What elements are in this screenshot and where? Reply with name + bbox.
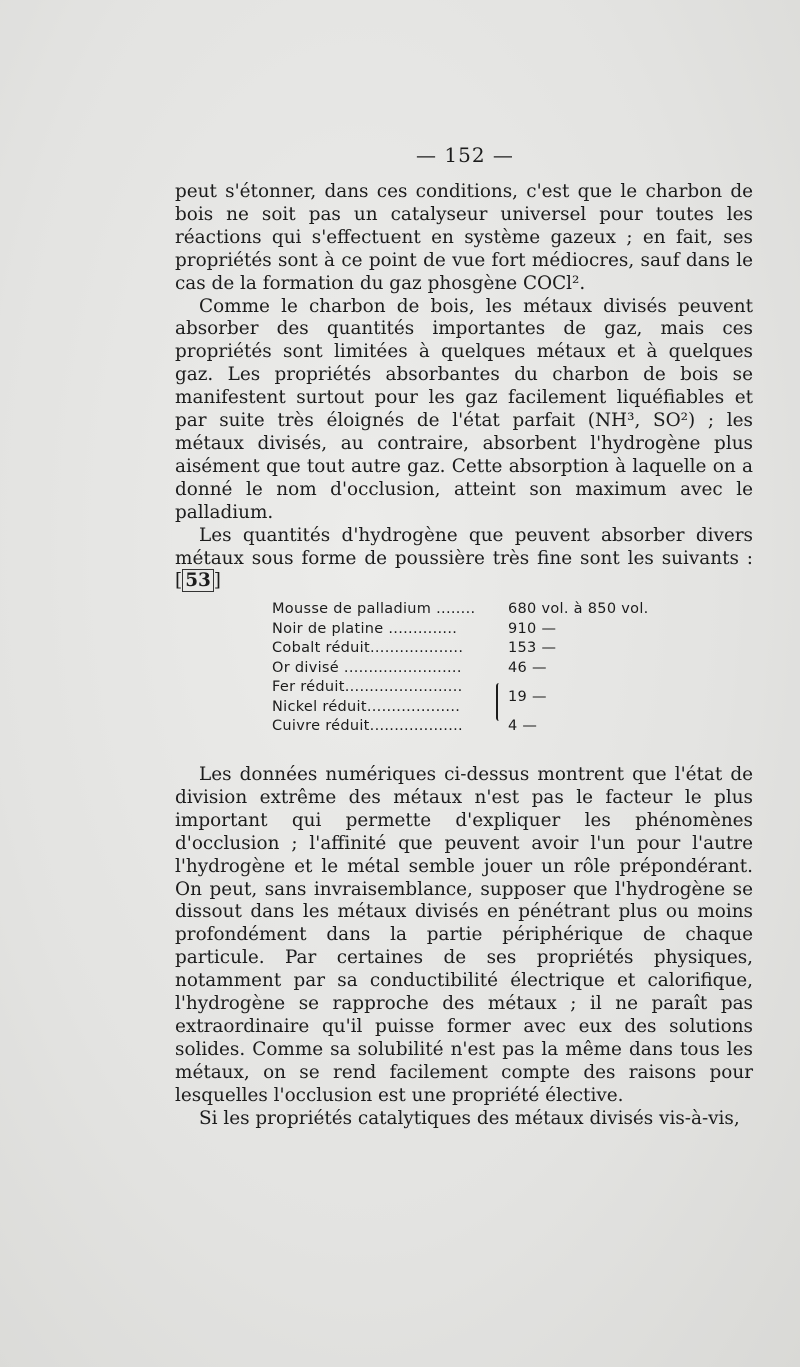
reference-number: 53	[182, 569, 214, 592]
absorption-table	[272, 600, 692, 737]
paragraph-occlusion: Comme le charbon de bois, les métaux divisés peuvent absorber des quantités importantes de gaz, mais ces propriétés sont limitées à quelques métaux et à quelques gaz. Les propriétés absorbantes du charbon de bois se manifestent surtout pour les gaz facilement liquéfiables et par suite très éloignés de l'état parfait (NH³, SO²) ; les métaux divisés, au contraire, absorbent l'hydrogène plus aisément que tout autre gaz. Cette absorption à laquelle on a donné le nom d'occlusion, atteint son maximum avec le palladium.	[175, 295, 753, 523]
paragraph-quantities: Les quantités d'hydrogène que peuvent absorber divers métaux sous forme de poussière très fine sont les suivants : [ 53 ]	[175, 524, 753, 592]
table-row	[272, 639, 692, 659]
absorption-value: 46 —	[508, 659, 547, 676]
grouping-brace	[496, 683, 506, 721]
table-row	[272, 659, 692, 679]
absorption-value: 680 vol. à 850 vol.	[508, 601, 649, 617]
metal-name: Nickel réduit...................	[272, 698, 461, 715]
paragraph-analysis: Les données numériques ci-dessus montrent que l'état de division extrême des métaux n'est pas le facteur le plus important qui permette d'expliquer les phénomènes d'occlusion ; l'affinité que peuvent avoir l'un pour l'autre l'hydrogène et le métal semble jouer un rôle prépondérant. On peut, sans invraisemblance, supposer que l'hydrogène se dissout dans les métaux divisés en pénétrant plus ou moins profondément dans la partie périphérique de chaque particule. Par certaines de ses propriétés physiques, notamment par sa conductibilité électrique et calorifique, l'hydrogène se rapproche des métaux ; il ne paraît pas extraordinaire qu'il puisse former avec eux des solutions solides. Comme sa solubilité n'est pas la même dans tous les métaux, on se rend facilement compte des raisons pour lesquelles l'occlusion est une propriété élective.	[175, 764, 753, 1106]
metal-name: Cuivre réduit...................	[272, 718, 463, 734]
paragraph-continuation: peut s'étonner, dans ces conditions, c'est que le charbon de bois ne soit pas un catalyseur universel pour toutes les réactions qui s'effectuent en système gazeux ; en fait, ses propriétés sont à ce point de vue fort médiocres, sauf dans le cas de la formation du gaz phosgène COCl².	[175, 181, 753, 294]
page-number: — 152 —	[416, 143, 514, 167]
table-row	[272, 678, 692, 698]
paragraph-quantities-text: Les quantités d'hydrogène que peuvent absorber divers métaux sous forme de poussière très fine sont les suivants :	[175, 524, 753, 569]
metal-name: Mousse de palladium ........	[272, 601, 476, 617]
table-row	[272, 717, 692, 737]
text-block-top	[175, 181, 753, 593]
metal-name: Fer réduit........................	[272, 679, 463, 695]
table-row	[272, 600, 692, 620]
text-block-bottom	[175, 764, 753, 1131]
paragraph-catalytic: Si les propriétés catalytiques des métaux divisés vis-à-vis,	[199, 1107, 740, 1129]
metal-name: Cobalt réduit...................	[272, 640, 464, 656]
absorption-value: 153 —	[508, 640, 557, 656]
metal-name: Or divisé ........................	[272, 659, 462, 676]
metal-name: Noir de platine ..............	[272, 620, 458, 637]
absorption-value: 19 —	[508, 688, 547, 705]
table-row	[272, 688, 692, 718]
absorption-value: 910 —	[508, 620, 557, 637]
table-row	[272, 620, 692, 640]
absorption-value: 4 —	[508, 718, 538, 734]
